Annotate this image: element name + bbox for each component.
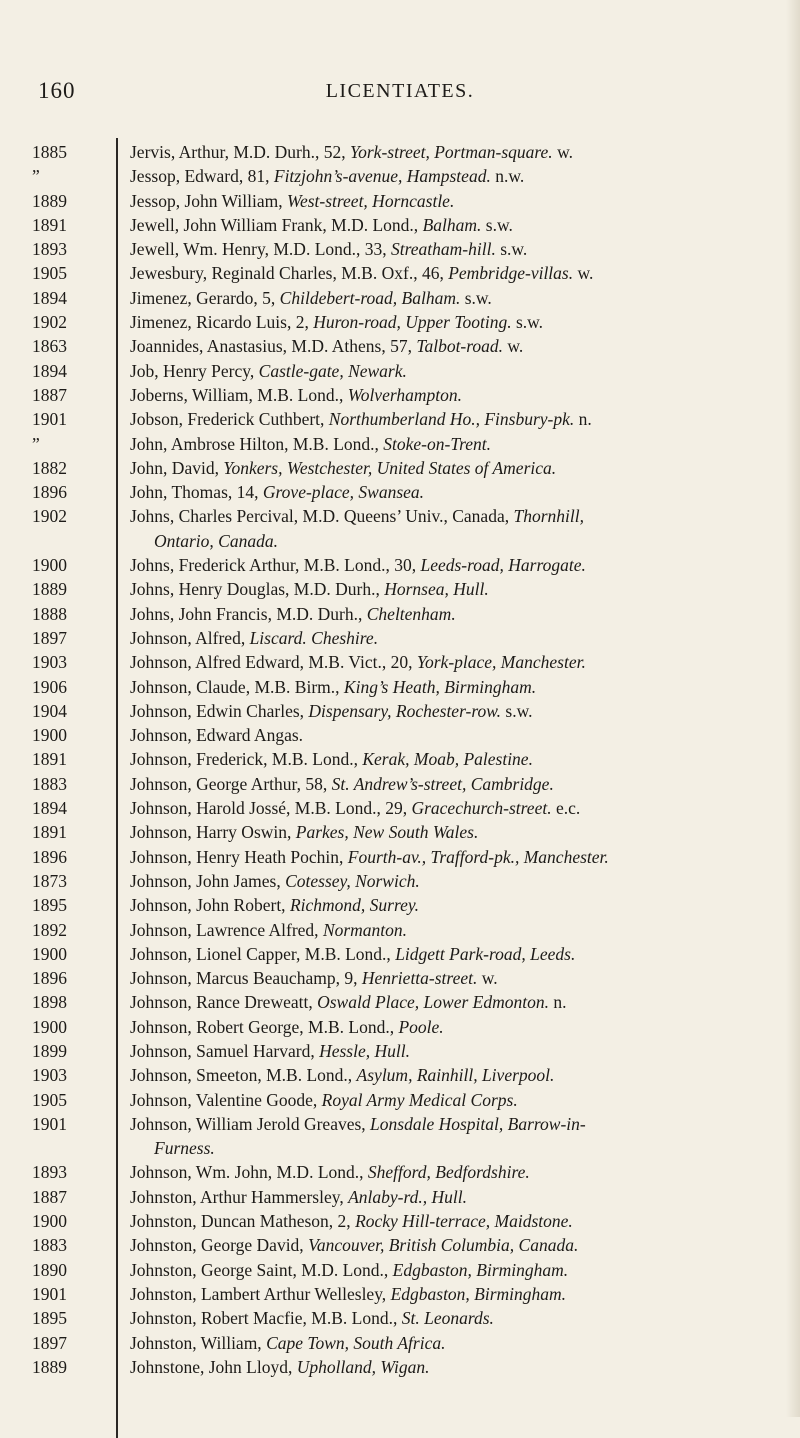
entry-text [130,845,778,869]
entry-name: Job, Henry Percy, [130,360,255,381]
list-item [0,1209,800,1233]
entry-name: Johnson, John James, [130,870,281,891]
list-item [0,1258,800,1282]
entry-address: Normanton. [322,919,408,940]
list-item [0,286,800,310]
entry-text [130,213,778,237]
list-item [0,359,800,383]
entry-text [130,237,778,261]
entry-year: 1889 [32,1356,67,1377]
list-item [0,213,800,237]
entry-name: Johnson, Valentine Goode, [130,1089,318,1110]
entry-year: 1894 [32,360,67,381]
entry-year: 1897 [32,627,67,648]
entry-address: Cape Town, South Africa. [266,1332,446,1353]
entry-year: 1889 [32,579,67,600]
entry-postal-district: s.w. [515,312,544,333]
entry-year: 1902 [32,506,67,527]
entry-year: 1902 [32,312,67,333]
entry-postal-district: n. [553,992,567,1013]
entry-name: Johnson, Marcus Beauchamp, 9, [130,968,358,989]
list-item [0,747,800,771]
entry-address: Oswald Place, Lower Edmonton. [317,992,549,1013]
entry-text [130,1015,778,1039]
entry-address: Asylum, Rainhill, Liverpool. [356,1065,555,1086]
entry-text [130,407,778,431]
entry-year: 1906 [32,676,67,697]
entry-name: Johnson, Henry Heath Pochin, [130,846,344,867]
entry-address: Childebert-road, Balham. [279,287,461,308]
entry-address: Henrietta-street. [361,968,478,989]
list-item [0,1039,800,1063]
entry-year: 1895 [32,895,67,916]
entry-text [130,626,778,650]
entry-address: Dispensary, Rochester-row. [308,700,502,721]
entry-name: Johnson, Claude, M.B. Birm., [130,676,340,697]
entry-text [130,577,778,601]
entry-text [130,1088,778,1112]
entry-postal-district: w. [577,263,594,284]
entry-name: Johnson, John Robert, [130,895,286,916]
entry-year: 1893 [32,1162,67,1183]
entry-year: 1899 [32,1040,67,1061]
entry-year: 1900 [32,725,67,746]
entry-year: ” [32,433,40,454]
list-item [0,577,800,601]
entry-text [130,1063,778,1087]
entry-year: 1900 [32,1211,67,1232]
entry-name: Jewesbury, Reginald Charles, M.B. Oxf., 46, [130,263,444,284]
entry-postal-district: s.w. [485,214,513,235]
list-item [0,1282,800,1306]
entry-name: John, Ambrose Hilton, M.B. Lond., [130,433,379,454]
entry-address: Shefford, Bedfordshire. [367,1162,530,1183]
entry-name: John, Thomas, 14, [130,482,259,503]
entry-text [130,1355,778,1379]
entry-address: Hornsea, Hull. [384,579,489,600]
entry-address: Upholland, Wigan. [296,1356,430,1377]
entry-name: Johnson, Lionel Capper, M.B. Lond., [130,943,391,964]
entry-year: 1903 [32,1065,67,1086]
entry-year: 1895 [32,1308,67,1329]
entry-text [130,966,778,990]
list-item [0,164,800,188]
entry-address: Yonkers, Westchester, United States of America. [223,457,557,478]
entry-address: Gracechurch-street. [411,798,552,819]
entry-text [130,261,778,285]
list-item [0,966,800,990]
page-number: 160 [38,78,76,103]
entry-text [130,480,778,504]
entry-name: Johnson, Harold Jossé, M.B. Lond., 29, [130,798,408,819]
entry-year: 1873 [32,870,67,891]
entry-address: West-street, Horncastle. [286,190,455,211]
list-item [0,504,800,553]
entry-text [130,286,778,310]
entry-year: 1901 [32,1113,67,1134]
list-item [0,1185,800,1209]
entry-postal-district: e.c. [555,798,581,819]
list-item [0,893,800,917]
entry-year: 1887 [32,384,67,405]
list-item [0,626,800,650]
entry-text [130,1160,778,1184]
entry-address: Royal Army Medical Corps. [321,1089,518,1110]
list-item [0,140,800,164]
entry-name: Johns, Frederick Arthur, M.B. Lond., 30, [130,555,417,576]
entry-name: Jessop, Edward, 81, [130,166,270,187]
list-item [0,237,800,261]
entry-address: Leeds-road, Harrogate. [420,555,586,576]
entry-name: Johnson, Robert George, M.B. Lond., [130,1016,395,1037]
entry-name: Johnson, George Arthur, 58, [130,773,328,794]
entry-name: Johnson, Alfred Edward, M.B. Vict., 20, [130,652,413,673]
entry-name: Johnston, George Saint, M.D. Lond., [130,1259,389,1280]
entry-address-continuation: Ontario, Canada. [154,530,278,551]
list-item [0,310,800,334]
list-item [0,1355,800,1379]
list-item [0,845,800,869]
page-spine-shadow [786,0,800,1417]
entry-text [130,602,778,626]
list-item [0,383,800,407]
entry-text [130,310,778,334]
entry-address: St. Leonards. [401,1308,494,1329]
entries-list [0,140,800,1379]
list-item [0,942,800,966]
entry-text [130,820,778,844]
entry-text [130,1233,778,1257]
list-item [0,772,800,796]
entry-name: Johnson, Lawrence Alfred, [130,919,319,940]
entry-address: Fitzjohn’s-avenue, Hampstead. [273,166,491,187]
list-item [0,820,800,844]
entry-year: 1888 [32,603,67,624]
entry-text [130,650,778,674]
list-item [0,1233,800,1257]
entry-name: Johnston, Robert Macfie, M.B. Lond., [130,1308,398,1329]
entry-text [130,1282,778,1306]
entry-name: Johns, Charles Percival, M.D. Queens’ Univ., Canada, [130,506,510,527]
entry-text [130,699,778,723]
list-item [0,1088,800,1112]
entry-address: Fourth-av., Trafford-pk., Manchester. [347,846,609,867]
entry-year: 1890 [32,1259,67,1280]
entry-address: Balham. [422,214,482,235]
page-header [0,78,800,108]
entry-text [130,675,778,699]
list-item [0,432,800,456]
entry-text [130,1209,778,1233]
entry-year: 1901 [32,409,67,430]
entry-year: 1896 [32,482,67,503]
entry-text [130,432,778,456]
list-item [0,869,800,893]
entry-name: Jewell, Wm. Henry, M.D. Lond., 33, [130,239,387,260]
entry-text [130,747,778,771]
entry-name: Johnson, Alfred, [130,627,246,648]
entry-text [130,456,778,480]
entry-year: 1900 [32,943,67,964]
entry-name: Johns, Henry Douglas, M.D. Durh., [130,579,380,600]
entry-text [130,504,778,528]
list-item [0,1112,800,1161]
list-item [0,456,800,480]
entry-address-continuation: Furness. [154,1138,215,1159]
list-item [0,699,800,723]
entry-address: Parkes, New South Wales. [295,822,479,843]
entry-name: Johns, John Francis, M.D. Durh., [130,603,363,624]
entry-address: Wolverhampton. [347,384,462,405]
entry-postal-district: w. [557,142,573,162]
entry-name: Johnston, Arthur Hammersley, [130,1186,344,1207]
entry-year: 1891 [32,822,67,843]
entry-address: Hessle, Hull. [319,1040,410,1061]
entry-address: Grove-place, Swansea. [262,482,425,503]
entry-postal-district: s.w. [464,287,492,308]
entry-text [130,1331,778,1355]
entry-year: 1863 [32,336,67,357]
entry-name: Jessop, John William, [130,190,283,211]
entry-address: Northumberland Ho., Finsbury-pk. [328,409,575,430]
list-item [0,675,800,699]
entry-text [130,1185,778,1209]
entry-postal-district: n.w. [495,166,525,187]
entry-year: 1901 [32,1283,67,1304]
entry-address: Cheltenham. [366,603,456,624]
entry-text [130,1258,778,1282]
entry-text [130,723,778,747]
entry-text [130,140,778,164]
entry-address: Richmond, Surrey. [289,895,420,916]
entry-address: King’s Heath, Birmingham. [343,676,537,697]
entry-address: Kerak, Moab, Palestine. [362,749,533,770]
entry-name: Jervis, Arthur, M.D. Durh., 52, [130,142,346,162]
entry-address: Anlaby-rd., Hull. [348,1186,467,1207]
entry-year: 1894 [32,287,67,308]
list-item [0,990,800,1014]
entry-text [130,164,778,188]
list-item [0,602,800,626]
entry-year: 1889 [32,190,67,211]
entry-name: Jimenez, Ricardo Luis, 2, [130,312,309,333]
entry-address: Rocky Hill-terrace, Maidstone. [355,1211,573,1232]
entry-name: Johnston, Lambert Arthur Wellesley, [130,1283,387,1304]
entry-address: Thornhill, [513,506,584,527]
list-item [0,796,800,820]
entry-name: Jobson, Frederick Cuthbert, [130,409,325,430]
entry-text [130,1112,778,1136]
entry-name: Johnson, Smeeton, M.B. Lond., [130,1065,353,1086]
running-head: LICENTIATES. [325,80,475,102]
list-item [0,1331,800,1355]
entry-name: John, David, [130,457,219,478]
entry-name: Johnstone, John Lloyd, [130,1356,293,1377]
entry-postal-district: s.w. [505,700,533,721]
entry-year: 1893 [32,239,67,260]
entry-name: Johnson, Harry Oswin, [130,822,292,843]
entry-address: Stoke-on-Trent. [383,433,492,454]
entry-text [130,334,778,358]
entry-name: Jimenez, Gerardo, 5, [130,287,276,308]
entry-name: Johnston, Duncan Matheson, 2, [130,1211,351,1232]
entry-address: Poole. [398,1016,444,1037]
entry-text [130,359,778,383]
entry-postal-district: n. [578,409,592,430]
entry-year: 1898 [32,992,67,1013]
entry-year: 1883 [32,1235,67,1256]
list-item [0,261,800,285]
entry-year: 1905 [32,1089,67,1110]
entry-address: York-street, Portman-square. [349,142,553,162]
entry-text [130,189,778,213]
entry-name: Joannides, Anastasius, M.D. Athens, 57, [130,336,412,357]
list-item [0,1306,800,1330]
entry-year: 1887 [32,1186,67,1207]
list-item [0,1015,800,1039]
entry-name: Johnson, Wm. John, M.D. Lond., [130,1162,364,1183]
entry-name: Johnston, George David, [130,1235,304,1256]
entry-name: Johnson, Edwin Charles, [130,700,305,721]
entry-text [130,869,778,893]
entry-year: 1885 [32,142,67,162]
entry-text [130,796,778,820]
entry-address: Liscard. Cheshire. [249,627,379,648]
entry-year: 1894 [32,798,67,819]
entry-address: St. Andrew’s-street, Cambridge. [331,773,554,794]
list-item [0,650,800,674]
entry-text [130,383,778,407]
entry-address: Lidgett Park-road, Leeds. [395,943,576,964]
entry-name: Johnson, Edward Angas. [130,725,304,746]
entry-year: 1891 [32,214,67,235]
entry-address: Cotessey, Norwich. [285,870,420,891]
entry-year: 1897 [32,1332,67,1353]
entry-year: 1900 [32,555,67,576]
list-item [0,1063,800,1087]
entry-year: 1883 [32,773,67,794]
entry-address: Talbot-road. [416,336,504,357]
entry-year: 1904 [32,700,67,721]
entry-year: ” [32,166,40,187]
list-item [0,407,800,431]
entry-postal-district: w. [481,968,498,989]
entry-year: 1900 [32,1016,67,1037]
list-item [0,1160,800,1184]
entry-address: Huron-road, Upper Tooting. [313,312,512,333]
entry-year: 1896 [32,846,67,867]
entry-text [130,942,778,966]
entry-year: 1891 [32,749,67,770]
entry-postal-district: s.w. [500,239,528,260]
entry-year: 1896 [32,968,67,989]
list-item [0,553,800,577]
entry-address: Castle-gate, Newark. [258,360,407,381]
entry-text [130,553,778,577]
entry-text [130,893,778,917]
list-item [0,723,800,747]
entry-address: Vancouver, British Columbia, Canada. [308,1235,579,1256]
entry-name: Johnston, William, [130,1332,262,1353]
entry-name: Johnson, Samuel Harvard, [130,1040,315,1061]
entry-name: Jewell, John William Frank, M.D. Lond., [130,214,419,235]
entry-address: Lonsdale Hospital, Barrow-in- [370,1113,586,1134]
entry-year: 1882 [32,457,67,478]
entry-text [130,990,778,1014]
entry-address: Edgbaston, Birmingham. [392,1259,569,1280]
entry-year: 1903 [32,652,67,673]
entry-address: Streatham-hill. [391,239,496,260]
entry-postal-district: w. [507,336,524,357]
entry-text [130,918,778,942]
entry-text [130,1039,778,1063]
entry-name: Johnson, William Jerold Greaves, [130,1113,366,1134]
entry-year: 1905 [32,263,67,284]
list-item [0,480,800,504]
entry-text [130,772,778,796]
entry-text [130,1306,778,1330]
entry-name: Johnson, Rance Dreweatt, [130,992,313,1013]
entry-year: 1892 [32,919,67,940]
list-item [0,189,800,213]
entry-address: Pembridge-villas. [448,263,574,284]
entry-address: Edgbaston, Birmingham. [390,1283,567,1304]
entry-name: Joberns, William, M.B. Lond., [130,384,344,405]
list-item [0,918,800,942]
entry-name: Johnson, Frederick, M.B. Lond., [130,749,358,770]
list-item [0,334,800,358]
entry-address: York-place, Manchester. [416,652,586,673]
